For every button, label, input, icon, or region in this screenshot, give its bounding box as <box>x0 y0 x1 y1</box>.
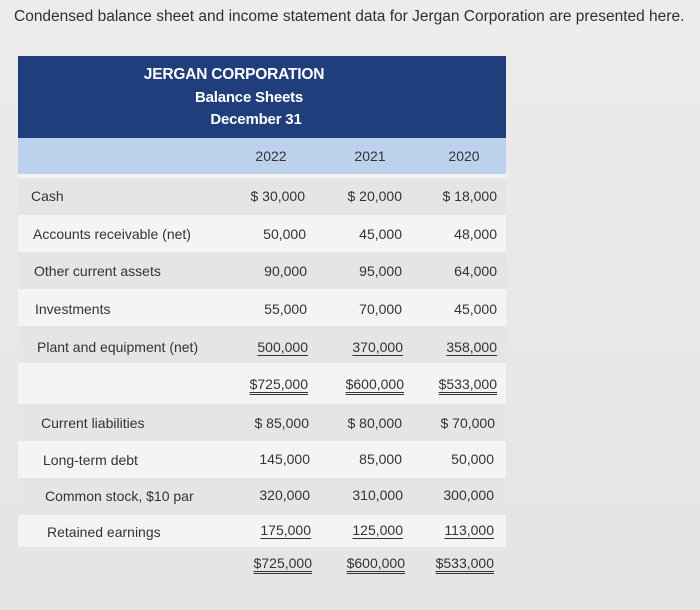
statement-title: Balance Sheets <box>194 89 304 106</box>
table-header-banner <box>18 56 506 138</box>
cell-value: 90,000 <box>264 263 307 279</box>
row-label: Cash <box>31 188 64 204</box>
year-header: 2021 <box>354 148 386 164</box>
cell-value: 50,000 <box>263 226 306 242</box>
cell-value: 175,000 <box>260 522 311 538</box>
total-value: $600,000 <box>345 376 404 392</box>
table-row <box>18 289 506 326</box>
cell-value: $ 18,000 <box>442 188 497 204</box>
row-label: Plant and equipment (net) <box>37 339 199 355</box>
cell-value: 113,000 <box>444 522 494 538</box>
cell-value: $ 30,000 <box>250 188 305 204</box>
intro-text: Condensed balance sheet and income statement data for Jergan Corporation are presented here. <box>14 8 685 25</box>
total-row <box>18 363 506 400</box>
cell-value: 48,000 <box>454 226 497 242</box>
cell-value: 50,000 <box>451 451 494 467</box>
cell-value: 95,000 <box>359 263 402 279</box>
cell-value: 45,000 <box>454 301 497 317</box>
cell-value: 125,000 <box>352 522 403 538</box>
cell-value: 85,000 <box>359 451 402 467</box>
statement-date: December 31 <box>210 111 302 128</box>
row-label: Long-term debt <box>43 452 138 468</box>
cell-value: 320,000 <box>259 487 310 503</box>
cell-value: 310,000 <box>352 487 403 503</box>
cell-value: $ 85,000 <box>254 415 309 431</box>
total-value: $725,000 <box>249 376 308 392</box>
row-label: Retained earnings <box>47 524 161 540</box>
table-row <box>18 478 506 515</box>
cell-value: 70,000 <box>359 301 402 317</box>
table-row <box>18 252 506 289</box>
company-name: JERGAN CORPORATION <box>143 66 325 83</box>
total-value: $533,000 <box>438 376 497 392</box>
total-row <box>18 547 506 584</box>
cell-value: 358,000 <box>446 339 497 355</box>
table-row <box>18 215 506 252</box>
total-value: $533,000 <box>435 555 494 571</box>
table-row <box>18 441 506 478</box>
row-label: Accounts receivable (net) <box>33 226 191 242</box>
row-label: Other current assets <box>34 263 161 279</box>
cell-value: 370,000 <box>352 339 403 355</box>
year-header: 2022 <box>255 148 287 164</box>
row-label: Investments <box>35 301 111 317</box>
table-row <box>18 326 506 363</box>
cell-value: $ 70,000 <box>440 415 495 431</box>
balance-sheet-table <box>18 56 506 584</box>
cell-value: $ 80,000 <box>347 415 402 431</box>
total-value: $600,000 <box>346 555 405 571</box>
cell-value: 500,000 <box>257 339 308 355</box>
cell-value: 55,000 <box>264 301 307 317</box>
total-value: $725,000 <box>253 555 312 571</box>
row-label: Current liabilities <box>41 415 145 431</box>
row-label: Common stock, $10 par <box>45 488 194 504</box>
cell-value: 145,000 <box>259 451 310 467</box>
cell-value: 64,000 <box>454 263 497 279</box>
table-row <box>18 178 506 215</box>
year-header: 2020 <box>448 148 480 164</box>
year-header-row <box>18 138 506 174</box>
cell-value: $ 20,000 <box>347 188 402 204</box>
table-row <box>18 404 506 441</box>
cell-value: 300,000 <box>443 487 494 503</box>
cell-value: 45,000 <box>359 226 402 242</box>
